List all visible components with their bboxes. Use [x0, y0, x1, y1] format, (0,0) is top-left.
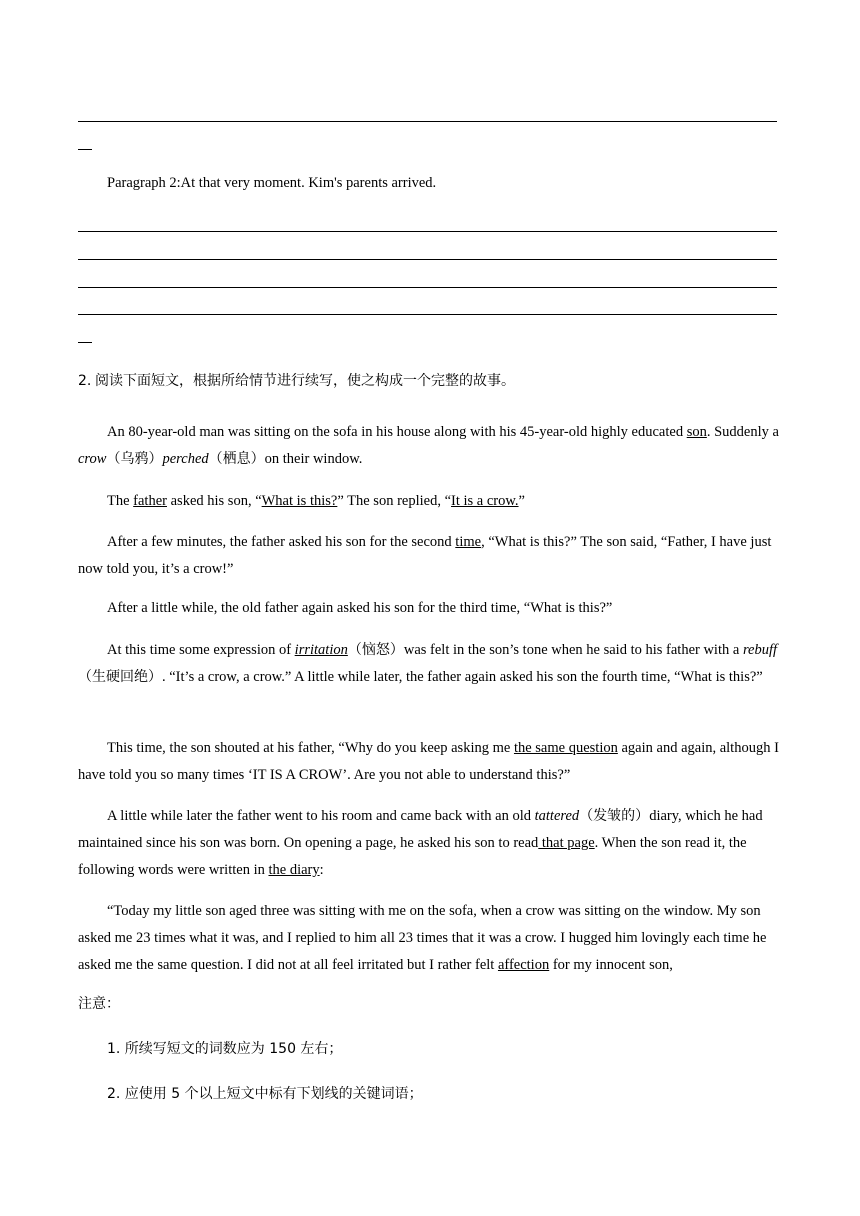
story-paragraph-2: The father asked his son, “What is this?” The son replied, “It is a crow.” [107, 493, 525, 509]
answer-line [78, 121, 777, 122]
note-item-2: 2. 应使用 5 个以上短文中标有下划线的关键词语； [107, 1086, 423, 1102]
keyword-irritation: irritation [294, 642, 348, 658]
story-paragraph-3: After a few minutes, the father asked his son for the second time, “What is this?” The son said, “Father, I have just now told you, it’s a crow!” [78, 534, 772, 577]
answer-line-tail [78, 149, 92, 150]
answer-line [78, 314, 777, 315]
story-paragraph-8: “Today my little son aged three was sitting with me on the sofa, when a crow was sitting on the window. My son asked me 23 times what it was, and I replied to him all 23 times that it was a crow. I hugged him lovingly each time he asked me the same question. I did not at all feel irritated but I rather felt affection for my innocent son, [78, 903, 767, 973]
story-paragraph-5: At this time some expression of irritation（恼怒）was felt in the son’s tone when he said to his father with a rebuff（生硬回绝）. “It’s a crow, a crow.” A little while later, the father again asked his son the fourth time, “What is this?” [78, 642, 778, 685]
word-rebuff: rebuff [742, 642, 778, 658]
question-2-heading [78, 368, 783, 395]
keyword-father: father [133, 493, 167, 509]
word-tattered: tattered [534, 808, 580, 824]
story-paragraph-4: After a little while, the old father again asked his son for the third time, “What is this?” [107, 600, 613, 616]
keyword-that-page: that page [538, 835, 595, 851]
keyword-affection: affection [497, 957, 550, 973]
keyword-it-is-a-crow: It is a crow. [451, 493, 519, 509]
word-crow: crow [78, 451, 107, 467]
answer-line-tail [78, 342, 92, 343]
keyword-same-question: the same question [513, 740, 618, 756]
question-number: 2. [78, 373, 92, 389]
paragraph2-prompt: Paragraph 2:At that very moment. Kim's parents arrived. [107, 175, 437, 191]
story-paragraph-7: A little while later the father went to his room and came back with an old tattered（发皱的）diary, which he had maintained since his son was born. On opening a page, he asked his son to read that page. When the son read it, the following words were written in the diary: [78, 808, 763, 878]
story-paragraph-1: An 80-year-old man was sitting on the sofa in his house along with his 45-year-old highly educated son. Suddenly a crow（乌鸦）perched（栖息）on their window. [78, 424, 779, 467]
story-paragraph-6: This time, the son shouted at his father, “Why do you keep asking me the same question again and again, although I have told you so many times ‘IT IS A CROW’. Are you not able to understand this?” [78, 740, 779, 783]
keyword-time: time [455, 534, 482, 550]
word-perched: perched [162, 451, 209, 467]
answer-line [78, 231, 777, 232]
keyword-what-is-this: What is this? [261, 493, 338, 509]
note-item-1: 1. 所续写短文的词数应为 150 左右； [107, 1041, 343, 1057]
answer-line [78, 259, 777, 260]
notes-label: 注意： [78, 996, 120, 1012]
keyword-the-diary: the diary [268, 862, 320, 878]
question-instruction: 阅读下面短文，根据所给情节进行续写，使之构成一个完整的故事。 [94, 373, 515, 389]
answer-line [78, 287, 777, 288]
keyword-son: son [686, 424, 707, 440]
